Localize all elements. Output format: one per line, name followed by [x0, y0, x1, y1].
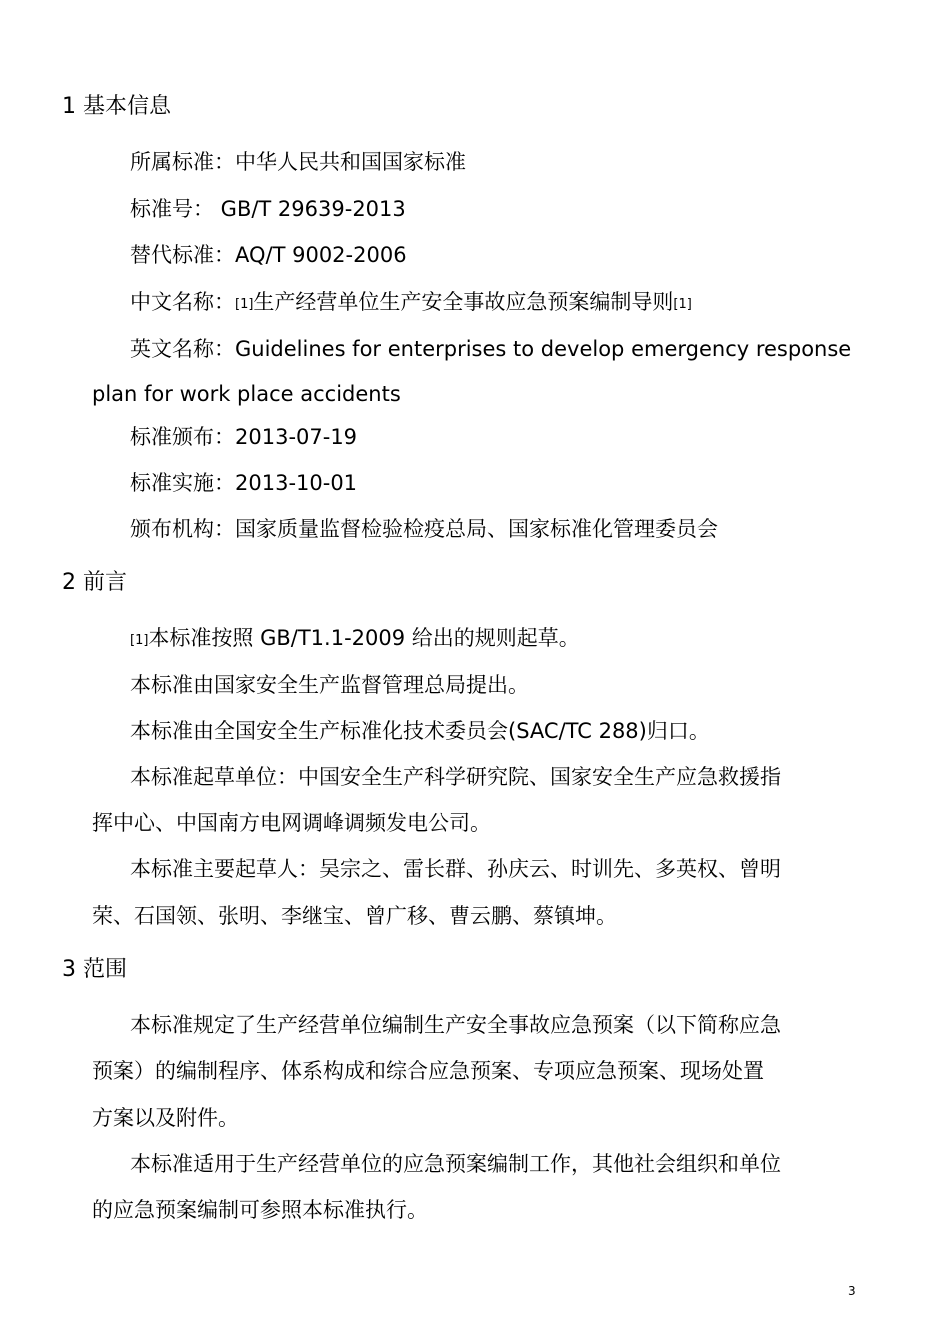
field-label: 英文名称：	[130, 337, 235, 361]
field-english-name	[130, 335, 851, 363]
field-value: 生产经营单位生产安全事故应急预案编制导则	[253, 290, 674, 314]
paragraph-continuation: 的应急预案编制可参照本标准执行。	[92, 1198, 428, 1222]
field-value: 2013-07-19	[235, 425, 358, 449]
field-value: AQ/T 9002-2006	[235, 243, 407, 267]
reference-marker[interactable]: [1]	[673, 297, 692, 312]
field-label: 标准实施：	[130, 471, 235, 495]
field-english-name-continuation: plan for work place accidents	[92, 382, 401, 406]
field-label: 所属标准：	[130, 150, 235, 174]
paragraph: 本标准规定了生产经营单位编制生产安全事故应急预案（以下简称应急	[130, 1013, 781, 1037]
paragraph: 本标准主要起草人：吴宗之、雷长群、孙庆云、时训先、多英权、曾明	[130, 857, 781, 881]
field-value: GB/T 29639-2013	[214, 197, 406, 221]
reference-marker[interactable]: [1]	[130, 633, 149, 648]
field-replaced-standard	[130, 241, 407, 269]
field-standard-category	[130, 148, 466, 176]
field-implementation-date	[130, 469, 357, 497]
field-issuing-authority	[130, 515, 718, 543]
field-value: 中华人民共和国国家标准	[235, 150, 466, 174]
paragraph-continuation: 预案）的编制程序、体系构成和综合应急预案、专项应急预案、现场处置	[92, 1059, 764, 1083]
field-value: Guidelines for enterprises to develop emergency response	[235, 337, 852, 361]
paragraph: 本标准起草单位：中国安全生产科学研究院、国家安全生产应急救援指	[130, 765, 781, 789]
paragraph: 本标准适用于生产经营单位的应急预案编制工作，其他社会组织和单位	[130, 1152, 781, 1176]
field-label: 标准颁布：	[130, 425, 235, 449]
paragraph: 本标准由国家安全生产监督管理总局提出。	[130, 673, 529, 697]
field-value: 2013-10-01	[235, 471, 358, 495]
page-number: 3	[848, 1284, 856, 1298]
paragraph: 本标准由全国安全生产标准化技术委员会(SAC/TC 288)归口。	[130, 719, 710, 743]
field-value: 国家质量监督检验检疫总局、国家标准化管理委员会	[235, 517, 718, 541]
field-label: 标准号：	[130, 197, 214, 221]
section-heading-scope: 3 范围	[62, 957, 127, 982]
section-heading-basic-info: 1 基本信息	[62, 94, 171, 119]
field-standard-number	[130, 195, 406, 223]
paragraph-continuation: 方案以及附件。	[92, 1106, 239, 1130]
reference-marker[interactable]: [1]	[235, 297, 254, 312]
field-release-date	[130, 423, 357, 451]
section-heading-foreword: 2 前言	[62, 570, 127, 595]
paragraph-text: 本标准按照 GB/T1.1-2009 给出的规则起草。	[148, 626, 580, 650]
paragraph	[130, 624, 580, 655]
paragraph-continuation: 荣、石国领、张明、李继宝、曾广移、曹云鹏、蔡镇坤。	[92, 904, 617, 928]
field-label: 中文名称：	[130, 290, 235, 314]
field-chinese-name	[130, 288, 692, 319]
field-label: 颁布机构：	[130, 517, 235, 541]
paragraph-continuation: 挥中心、中国南方电网调峰调频发电公司。	[92, 811, 491, 835]
field-label: 替代标准：	[130, 243, 235, 267]
